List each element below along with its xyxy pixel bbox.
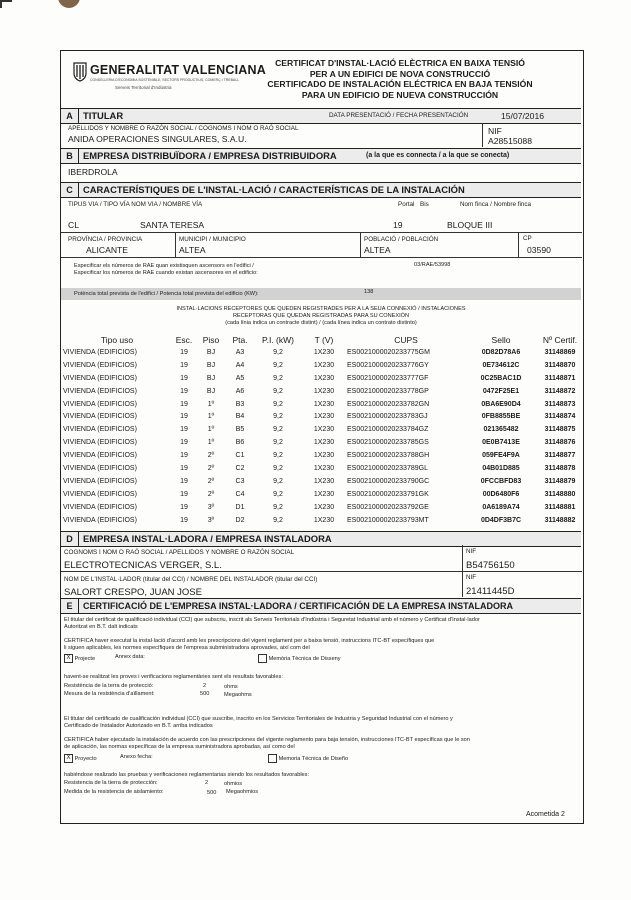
table-cell: 19 [180, 490, 188, 498]
table-cell: 31148873 [544, 400, 576, 408]
table-cell: 31148876 [544, 439, 576, 447]
va-paragraph-2-line-1: CERTIFICA haver executat la instal·lació d'acord amb les prescripcions del vigent reglament per a baixa tensió, instruccions ITC-BT específiques que [64, 638, 435, 644]
table-cell: A6 [235, 387, 245, 395]
table-cell: ES0021000020233783GJ [347, 413, 428, 421]
section-b-header [61, 148, 581, 164]
table-cell: VIVIENDA (EDIFICIOS) [63, 464, 137, 472]
table-cell: VIVIENDA (EDIFICIOS) [63, 477, 137, 485]
table-cell: 1X230 [313, 490, 335, 498]
memoria-checkbox[interactable] [258, 654, 267, 663]
rae-note-2: Especificar los números de RAE cuando existan ascensores en el edificio: [74, 270, 258, 276]
via-label: TIPUS VIA / TIPO VÍA NOM VIA / NOMBRE VÍA [68, 201, 203, 208]
inst-title-2: RECEPTORAS QUE QUEDAN REGISTRADAS PARA SU CONEXIÓN [232, 313, 410, 319]
table-cell: 31148879 [544, 477, 576, 485]
table-cell: 1º [207, 439, 215, 447]
es-paragraph-1-line-1: El titular del certificado de cualificación individual (CCI) que suscribe, inscrito en los Servicios Territoriales de Industria y Seguridad Industrial con el número y [64, 716, 453, 722]
col-piso: Piso [202, 335, 220, 345]
table-cell: 3º [207, 503, 215, 511]
table-row [63, 410, 583, 423]
document-title: CERTIFICAT D'INSTAL·LACIÓ ELÈCTRICA EN BAIXA TENSIÓ PER A UN EDIFICI DE NOVA CONSTRUCCIÓ CERTIFICADO DE INSTALACIÓN ELÉCTRICA EN BAJA TENSIÓN PARA UN EDIFICIO DE NUEVA CONSTRUCCIÓN [267, 58, 533, 100]
provincia-label: PROVÍNCIA / PROVINCIA [68, 236, 143, 243]
table-cell: 19 [180, 387, 188, 395]
table-row [63, 398, 583, 411]
titular-name-label: APELLIDOS Y NOMBRE O RAZÓN SOCIAL / COGNOMS I NOM O RAÓ SOCIAL [68, 125, 299, 132]
poblacio-label: POBLACIÓ / POBLACIÓN [364, 236, 439, 243]
va-res-unit: ohms [224, 684, 238, 690]
projecte-checkbox[interactable]: X [64, 654, 73, 663]
table-cell: C1 [235, 452, 245, 460]
table-row [63, 359, 583, 372]
table-cell: 31148870 [544, 361, 576, 369]
table-cell: 19 [180, 452, 188, 460]
table-cell: C2 [235, 464, 245, 472]
table-cell: 9,2 [273, 516, 283, 524]
section-b-note: (a la que es connecta / a la que se conecta) [366, 152, 510, 159]
table-row [63, 501, 583, 514]
es-checkbox-memoria[interactable]: Memoria Técnica de Diseño [268, 754, 348, 763]
logo-subtitle-2: Serveis Territorial d'Indústria [115, 85, 172, 90]
table-cell: 9,2 [273, 439, 283, 447]
municipi-label: MUNICIPI / MUNICIPIO [179, 236, 246, 243]
installer-company-value: ELECTROTECNICAS VERGER, S.L. [64, 560, 222, 571]
portal-value: 19 [393, 220, 403, 230]
table-cell: 31148880 [544, 490, 576, 498]
table-cell: ES0021000020233788GH [347, 452, 430, 460]
table-cell: 1X230 [313, 452, 335, 460]
es-paragraph-2-line-1: CERTIFICA haber ejecutado la instalación de acuerdo con las prescripciones del vigente reglamento para baja tensión, instrucciones ITC-BT específicas que le son [64, 737, 470, 743]
va-checkbox-memoria[interactable]: Memòria Tècnica de Disseny [258, 654, 341, 663]
table-cell: VIVIENDA (EDIFICIOS) [63, 361, 137, 369]
table-cell: 2º [207, 452, 215, 460]
table-cell: 1X230 [313, 503, 335, 511]
table-cell: 31148872 [544, 387, 576, 395]
table-cell: 9,2 [273, 413, 283, 421]
proyecto-checkbox[interactable]: X [64, 754, 73, 763]
table-cell: 19 [180, 464, 188, 472]
table-cell: 19 [180, 400, 188, 408]
col-pi: P.I. (kW) [262, 335, 294, 345]
col-tipo-uso: Tipo uso [100, 335, 134, 345]
table-cell: B4 [235, 413, 245, 421]
table-cell: 31148878 [544, 464, 576, 472]
installer-nif-label: NIF [466, 574, 477, 581]
municipi-value: ALTEA [179, 245, 206, 255]
cp-label: CP [523, 235, 532, 242]
table-cell: A4 [235, 361, 245, 369]
table-cell: 9,2 [273, 400, 283, 408]
rae-value: 03/RAE/53998 [414, 262, 451, 268]
table-cell: 19 [180, 477, 188, 485]
section-c-header [61, 182, 581, 198]
table-cell: ES0021000020233784GZ [347, 426, 429, 434]
table-cell: ES0021000020233785GS [347, 439, 429, 447]
table-cell: 0C25BAC1D [480, 374, 522, 382]
table-row [63, 385, 583, 398]
finca-value: BLOQUE III [447, 220, 493, 230]
bis-label: Bis [420, 201, 429, 208]
table-cell: 9,2 [273, 503, 283, 511]
finca-label: Nom finca / Nombre finca [460, 201, 532, 208]
table-row [63, 488, 583, 501]
section-letter: E [61, 599, 79, 613]
provincia-value: ALICANTE [86, 245, 129, 255]
col-certif: Nº Certif. [542, 335, 578, 345]
table-cell: VIVIENDA (EDIFICIOS) [63, 374, 137, 382]
inst-title-1: INSTAL·LACIONS RECEPTORES QUE QUEDEN REGISTRADES PER A LA SEUA CONNEXIÓ / INSTALACIONES [176, 306, 466, 312]
table-cell: 31148869 [544, 348, 576, 356]
table-cell: BJ [206, 361, 216, 369]
section-title: CARACTERÍSTIQUES DE L'INSTAL·LACIÓ / CARACTERÍSTICAS DE LA INSTALACIÓN [83, 184, 465, 195]
table-cell: 19 [180, 516, 188, 524]
table-cell: 0D82D78A6 [481, 348, 521, 356]
table-cell: 1X230 [313, 374, 335, 382]
va-paragraph-1-line-1: El titular del certificat de qualificació individual (CCI) que subscriu, inscrit als Serveis Territorials d'Indústria i Seguretat Industrial amb el número y Certificat d'Instal·lador [64, 617, 480, 623]
table-cell: 9,2 [273, 387, 283, 395]
table-cell: ES0021000020233790GC [347, 477, 430, 485]
table-cell: ES0021000020233782GN [347, 400, 430, 408]
portal-label: Portal [398, 201, 415, 208]
installer-company-label: COGNOMS I NOM O RAÓ SOCIAL / APELLIDOS Y NOMBRE O RAZÓN SOCIAL [64, 549, 295, 556]
installer-name-label: NOM DE L'INSTAL·LADOR (titular del CCI) / NOMBRE DEL INSTALADOR (titular del CCI) [64, 576, 318, 583]
date-value: 15/07/2016 [501, 111, 545, 121]
col-sello: Sello [491, 335, 511, 345]
titular-nif-label: NIF [488, 126, 502, 136]
table-cell: 021365482 [483, 426, 519, 434]
table-cell: 1X230 [313, 516, 335, 524]
es-paragraph-3: habiéndose realizado las pruebas y verificaciones reglamentarias siendo los resultados favorables: [64, 772, 310, 778]
inst-title-3: (cada línia indica un contracte distint) / (cada línea indica un contrato distinto) [225, 320, 417, 326]
col-tv: T (V) [314, 335, 334, 345]
va-checkbox-projecte[interactable]: X Projecte [64, 654, 95, 663]
section-letter: D [61, 532, 79, 546]
potencia-label: Potència total prevista de l'edifici / Potencia total prevista del edificio (KW): [74, 291, 259, 297]
es-res-label: Resistencia de la tierra de protección: [64, 780, 158, 786]
table-cell: 1º [207, 413, 215, 421]
table-cell: 19 [180, 426, 188, 434]
table-cell: 1X230 [313, 464, 335, 472]
installer-company-nif-value: B54756150 [466, 560, 515, 571]
table-cell: 0BA6E90D4 [481, 400, 521, 408]
installer-nif-value: 21411445D [466, 586, 515, 597]
table-cell: 9,2 [273, 361, 283, 369]
section-d-header [61, 531, 581, 547]
table-cell: 0D4DF3B7C [480, 516, 522, 524]
va-ais-label: Mesura de la resistència d'aïllament: [64, 691, 155, 697]
table-cell: 059FE4F9A [482, 452, 520, 460]
date-label: DATA PRESENTACIÓ / FECHA PRESENTACIÓN [329, 112, 469, 119]
table-cell: ES0021000020233792GE [347, 503, 429, 511]
table-row [63, 475, 583, 488]
table-cell: 1X230 [313, 426, 335, 434]
table-cell: B3 [235, 400, 245, 408]
table-cell: 9,2 [273, 374, 283, 382]
memoria-diseno-checkbox[interactable] [268, 754, 277, 763]
table-cell: 2º [207, 477, 215, 485]
table-cell: 3º [207, 516, 215, 524]
es-res-value: 2 [205, 780, 209, 786]
table-cell: 19 [180, 439, 188, 447]
es-ais-label: Medida de la resistencia de aislamiento: [64, 789, 164, 795]
table-row [63, 514, 583, 527]
section-letter: B [61, 149, 79, 163]
table-cell: VIVIENDA (EDIFICIOS) [63, 413, 137, 421]
installer-name-value: SALORT CRESPO, JUAN JOSE [64, 587, 202, 598]
table-cell: 9,2 [273, 452, 283, 460]
va-res-label: Resistència de la terra de protecció: [64, 683, 154, 689]
table-cell: 19 [180, 348, 188, 356]
table-cell: A5 [235, 374, 245, 382]
table-cell: 1º [207, 400, 215, 408]
table-cell: 9,2 [273, 426, 283, 434]
va-paragraph-1-line-2: Autoritzat en B.T. dalt indicats [64, 624, 138, 630]
table-cell: 0472F25E1 [482, 387, 520, 395]
table-cell: A3 [235, 348, 245, 356]
table-cell: 31148871 [544, 374, 576, 382]
potencia-value: 138 [364, 289, 374, 295]
table-cell: ES0021000020233778GP [347, 387, 429, 395]
table-cell: 0FCCBFD83 [480, 477, 522, 485]
table-cell: 19 [180, 503, 188, 511]
table-cell: 2º [207, 464, 215, 472]
titular-name-value: ANIDA OPERACIONES SINGULARES, S.A.U. [68, 134, 247, 144]
table-cell: 31148874 [544, 413, 576, 421]
table-cell: 19 [180, 374, 188, 382]
table-cell: VIVIENDA (EDIFICIOS) [63, 426, 137, 434]
table-cell: D2 [235, 516, 245, 524]
via-type-value: CL [68, 220, 79, 230]
section-title: CERTIFICACIÓ DE L'EMPRESA INSTAL·LADORA / CERTIFICACIÓN DE LA EMPRESA INSTALADORA [83, 601, 513, 611]
va-annex-date-label: Annex data: [115, 654, 145, 660]
table-cell: ES0021000020233777GF [347, 374, 429, 382]
col-cups: CUPS [394, 335, 418, 345]
table-row [63, 436, 583, 449]
section-title: TITULAR [83, 110, 124, 121]
es-ais-unit: Megaohmios [226, 789, 259, 795]
table-cell: VIVIENDA (EDIFICIOS) [63, 516, 137, 524]
table-row [63, 423, 583, 436]
scan-blot [58, 0, 80, 8]
poblacio-value: ALTEA [364, 245, 391, 255]
table-row [63, 372, 583, 385]
table-cell: B5 [235, 426, 245, 434]
table-cell: 0A6189A74 [482, 503, 520, 511]
page-note: Acometida 2 [526, 811, 565, 818]
es-paragraph-1-line-2: Certificado de Instalador Autorizado en B.T. arriba indicados [64, 723, 213, 729]
table-cell: 1X230 [313, 413, 335, 421]
table-cell: B6 [235, 439, 245, 447]
table-cell: 31148881 [544, 503, 576, 511]
section-letter: A [61, 109, 79, 123]
table-cell: 9,2 [273, 477, 283, 485]
table-cell: VIVIENDA (EDIFICIOS) [63, 400, 137, 408]
table-cell: 31148875 [544, 426, 576, 434]
table-cell: 2º [207, 490, 215, 498]
table-cell: 0FB8855BE [481, 413, 521, 421]
table-cell: 1X230 [313, 348, 335, 356]
table-row [63, 346, 583, 359]
logo-text: GENERALITAT VALENCIANA [90, 63, 266, 77]
logo-subtitle: CONSELLERIA D'ECONOMIA SOSTENIBLE, SECTORS PRODUCTIUS, COMERÇ I TREBALL [90, 78, 240, 82]
table-cell: VIVIENDA (EDIFICIOS) [63, 439, 137, 447]
table-row [63, 449, 583, 462]
table-header-row [63, 334, 583, 346]
es-annex-date-label: Anexo fecha: [120, 754, 153, 760]
table-cell: BJ [206, 374, 216, 382]
generalitat-logo-icon [73, 62, 87, 82]
table-cell: C3 [235, 477, 245, 485]
table-cell: ES0021000020233775GM [347, 348, 430, 356]
table-cell: VIVIENDA (EDIFICIOS) [63, 490, 137, 498]
table-cell: 1X230 [313, 477, 335, 485]
table-cell: 9,2 [273, 464, 283, 472]
va-ais-unit: Megaohms [224, 692, 252, 698]
table-cell: ES0021000020233793MT [347, 516, 429, 524]
table-cell: 1X230 [313, 361, 335, 369]
section-title: EMPRESA DISTRIBUÏDORA / EMPRESA DISTRIBUIDORA [83, 150, 337, 161]
table-cell: 0E734612C [482, 361, 520, 369]
table-cell: BJ [206, 348, 216, 356]
section-title: EMPRESA INSTAL·LADORA / EMPRESA INSTALADORA [83, 533, 332, 544]
table-cell: 31148877 [544, 452, 576, 460]
table-cell: 19 [180, 413, 188, 421]
installer-company-nif-label: NIF [466, 548, 477, 555]
va-paragraph-2-line-2: li siguen aplicables, les normes específiques de l'empresa subministradora aprovades, així com del [64, 645, 310, 651]
table-cell: 9,2 [273, 490, 283, 498]
es-res-unit: ohmios [224, 781, 243, 787]
table-cell: ES0021000020233776GY [347, 361, 429, 369]
table-cell: 00D6480F6 [482, 490, 520, 498]
es-paragraph-2-line-2: de aplicación, las normas específicas de la empresa suministradora aprobadas, así como del [64, 744, 295, 750]
table-cell: D1 [235, 503, 245, 511]
table-cell: C4 [235, 490, 245, 498]
cp-value: 03590 [527, 245, 551, 255]
col-pta: Pta. [232, 335, 248, 345]
table-cell: VIVIENDA (EDIFICIOS) [63, 348, 137, 356]
table-cell: ES0021000020233791GK [347, 490, 429, 498]
table-cell: 1X230 [313, 387, 335, 395]
section-a-header [61, 108, 581, 124]
es-checkbox-proyecto[interactable]: X Proyecto [64, 754, 97, 763]
table-cell: 1º [207, 426, 215, 434]
table-cell: VIVIENDA (EDIFICIOS) [63, 503, 137, 511]
table-cell: 9,2 [273, 348, 283, 356]
table-cell: 1X230 [313, 400, 335, 408]
table-row [63, 462, 583, 475]
table-cell: BJ [206, 387, 216, 395]
scan-corner-mark [0, 0, 12, 8]
es-ais-value: 500 [207, 790, 217, 796]
table-cell: VIVIENDA (EDIFICIOS) [63, 452, 137, 460]
rae-note-1: Especificar els números de RAE quan existisquen ascensors en l'edifici / [74, 263, 254, 269]
distributor-value: IBERDROLA [68, 167, 118, 177]
table-cell: 0E0B7413E [482, 439, 520, 447]
va-paragraph-3: havent-se realitzat les proves i verificacions reglamentàries sent els resultats favorables: [64, 674, 283, 680]
installations-table [63, 334, 583, 526]
va-ais-value: 500 [200, 691, 210, 697]
titular-nif-value: A28515088 [488, 136, 532, 146]
col-esc: Esc. [175, 335, 193, 345]
va-res-value: 2 [203, 683, 207, 689]
table-cell: 04B01D885 [482, 464, 520, 472]
table-cell: 31148882 [544, 516, 576, 524]
table-cell: 1X230 [313, 439, 335, 447]
table-cell: 19 [180, 361, 188, 369]
via-name-value: SANTA TERESA [140, 220, 205, 230]
table-cell: VIVIENDA (EDIFICIOS) [63, 387, 137, 395]
section-letter: C [61, 183, 79, 197]
table-cell: ES0021000020233789GL [347, 464, 428, 472]
section-e-header [61, 598, 581, 614]
